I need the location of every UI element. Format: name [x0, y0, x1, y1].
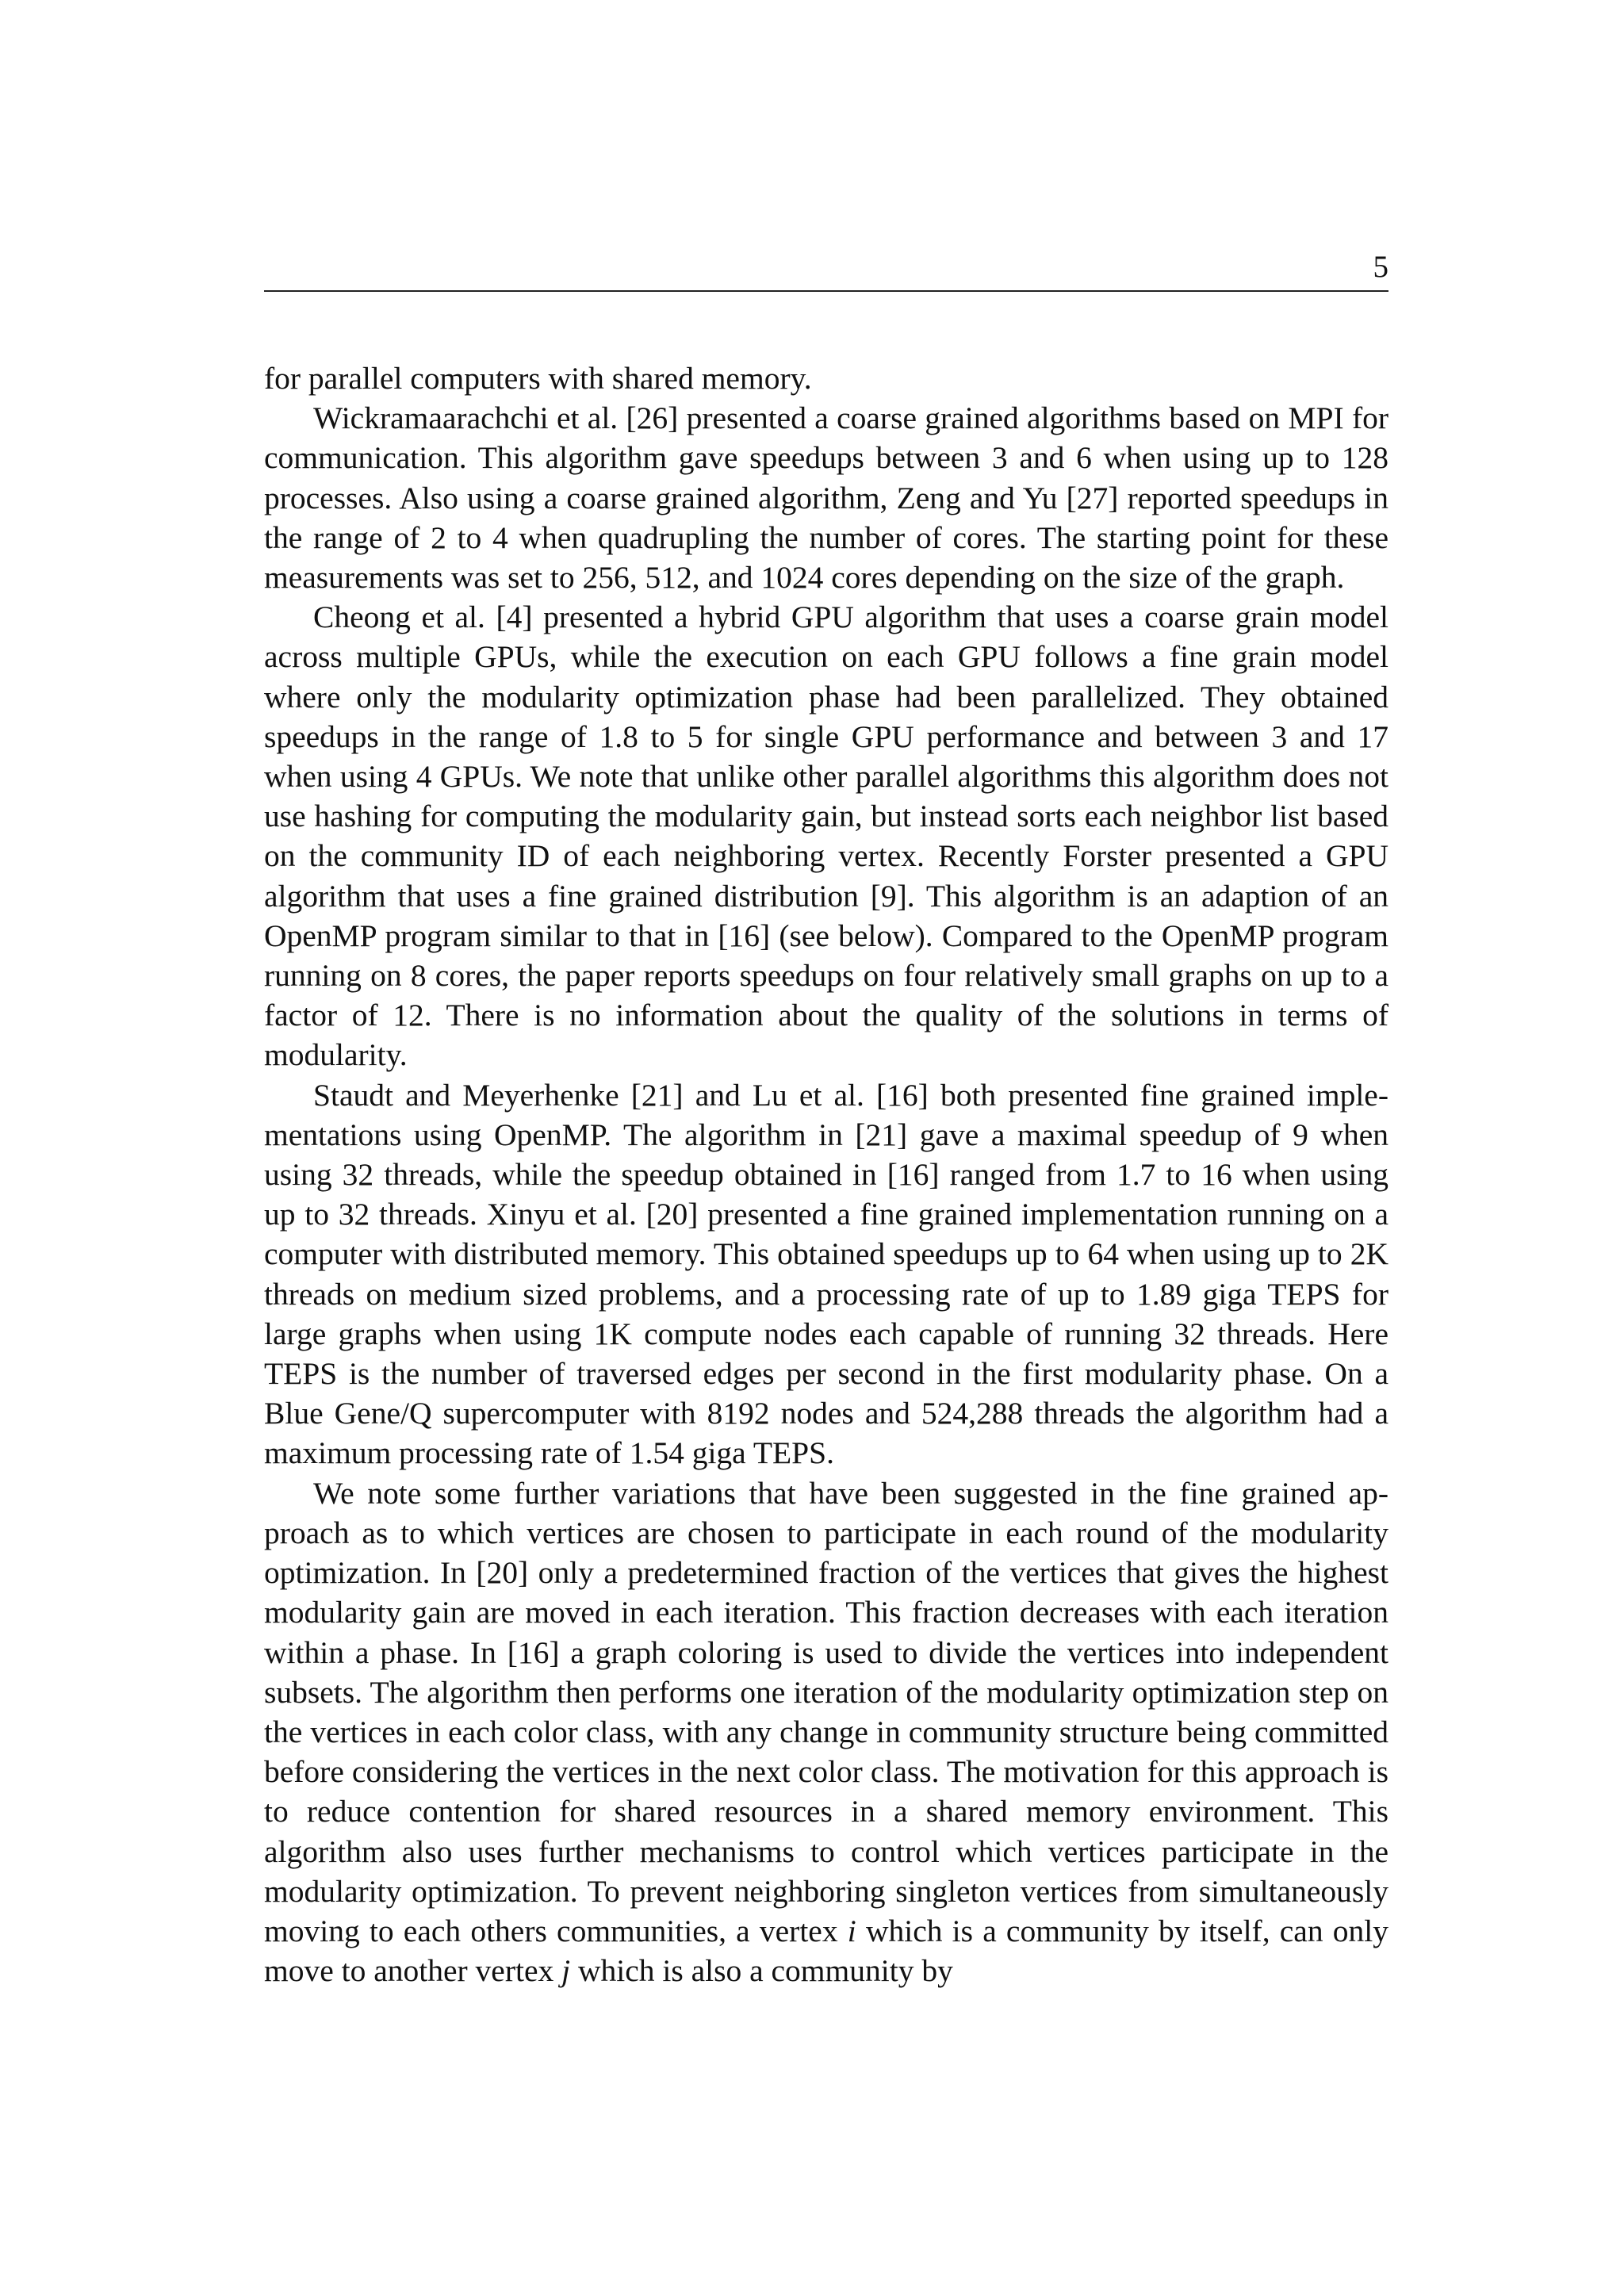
variations-text-2: which is a community by itself, can only move to another vertex	[264, 1913, 1388, 1989]
body-text	[264, 358, 1388, 1990]
variations-text-3: which is also a community by	[577, 1953, 953, 1989]
vertex-variable-i: i	[847, 1913, 856, 1948]
paragraph-cheong: Cheong et al. [4] presented a hybrid GPU algorithm that uses a coarse grain model across multiple GPUs, while the execution on each GPU follows a fine grain model where only the modularity optimization phase had been parallelized. They obtained speedups in the range of 1.8 to 5 for single GPU performance and between 3 and 17 when using 4 GPUs. We note that unlike other parallel algorithms this algorithm does not use hashing for computing the modularity gain, but instead sorts each neighbor list based on the community ID of each neighboring vertex. Recently Forster presented a GPU algorithm that uses a fine grained distribution [9]. This algorithm is an adaption of an OpenMP program similar to that in [16] (see below). Compared to the OpenMP program running on 8 cores, the paper reports speedups on four relatively small graphs on up to a factor of 12. There is no information about the quality of the solutions in terms of modularity.	[264, 600, 1388, 1073]
paragraph-wickramaarachchi: Wickramaarachchi et al. [26] presented a coarse grained algorithms based on MPI for communication. This algorithm gave speedups between 3 and 6 when using up to 128 processes. Also using a coarse grained algorithm, Zeng and Yu [27] reported speedups in the range of 2 to 4 when quadrupling the number of cores. The starting point for these measurements was set to 256, 512, and 1024 cores depending on the size of the graph.	[264, 400, 1388, 596]
paragraph-variations	[264, 1473, 1388, 1991]
running-header	[264, 251, 1388, 292]
variations-text-1: We note some further variations that have been suggested in the fine grained approach as to which vertices are chosen to participate in each round of the modularity optimization. In [20] only a predetermined fraction of the vertices that gives the highest modularity gain are moved in each iteration. This fraction decreases with each iteration within a phase. In [16] a graph coloring is used to divide the vertices into independent subsets. The algorithm then performs one iteration of the modularity optimization step on the vertices in each color class, with any change in community structure being committed before considering the vertices in the next color class. The motivation for this approach is to reduce contention for shared resources in a shared memory environment. This algorithm also uses further mechanisms to control which vertices participate in the modularity optimization. To prevent neighboring singleton vertices from simultaneously moving to each others communities, a vertex	[264, 1475, 1388, 1948]
vertex-variable-j: j	[561, 1953, 571, 1989]
page-number: 5	[1373, 250, 1388, 284]
paragraph-continuation: for parallel computers with shared memory.	[264, 361, 812, 396]
paragraph-staudt: Staudt and Meyerhenke [21] and Lu et al. [16] both presented fine grained implementations using OpenMP. The algorithm in [21] gave a maximal speedup of 9 when using 32 threads, while the speedup obtained in [16] ranged from 1.7 to 16 when using up to 32 threads. Xinyu et al. [20] presented a fine grained implementation running on a computer with distributed memory. This obtained speedups up to 64 when using up to 2K threads on medium sized problems, and a processing rate of up to 1.89 giga TEPS for large graphs when using 1K compute nodes each capable of running 32 threads. Here TEPS is the number of traversed edges per second in the first modularity phase. On a Blue Gene/Q supercomputer with 8192 nodes and 524,288 threads the algorithm had a maximum processing rate of 1.54 giga TEPS.	[264, 1077, 1388, 1471]
